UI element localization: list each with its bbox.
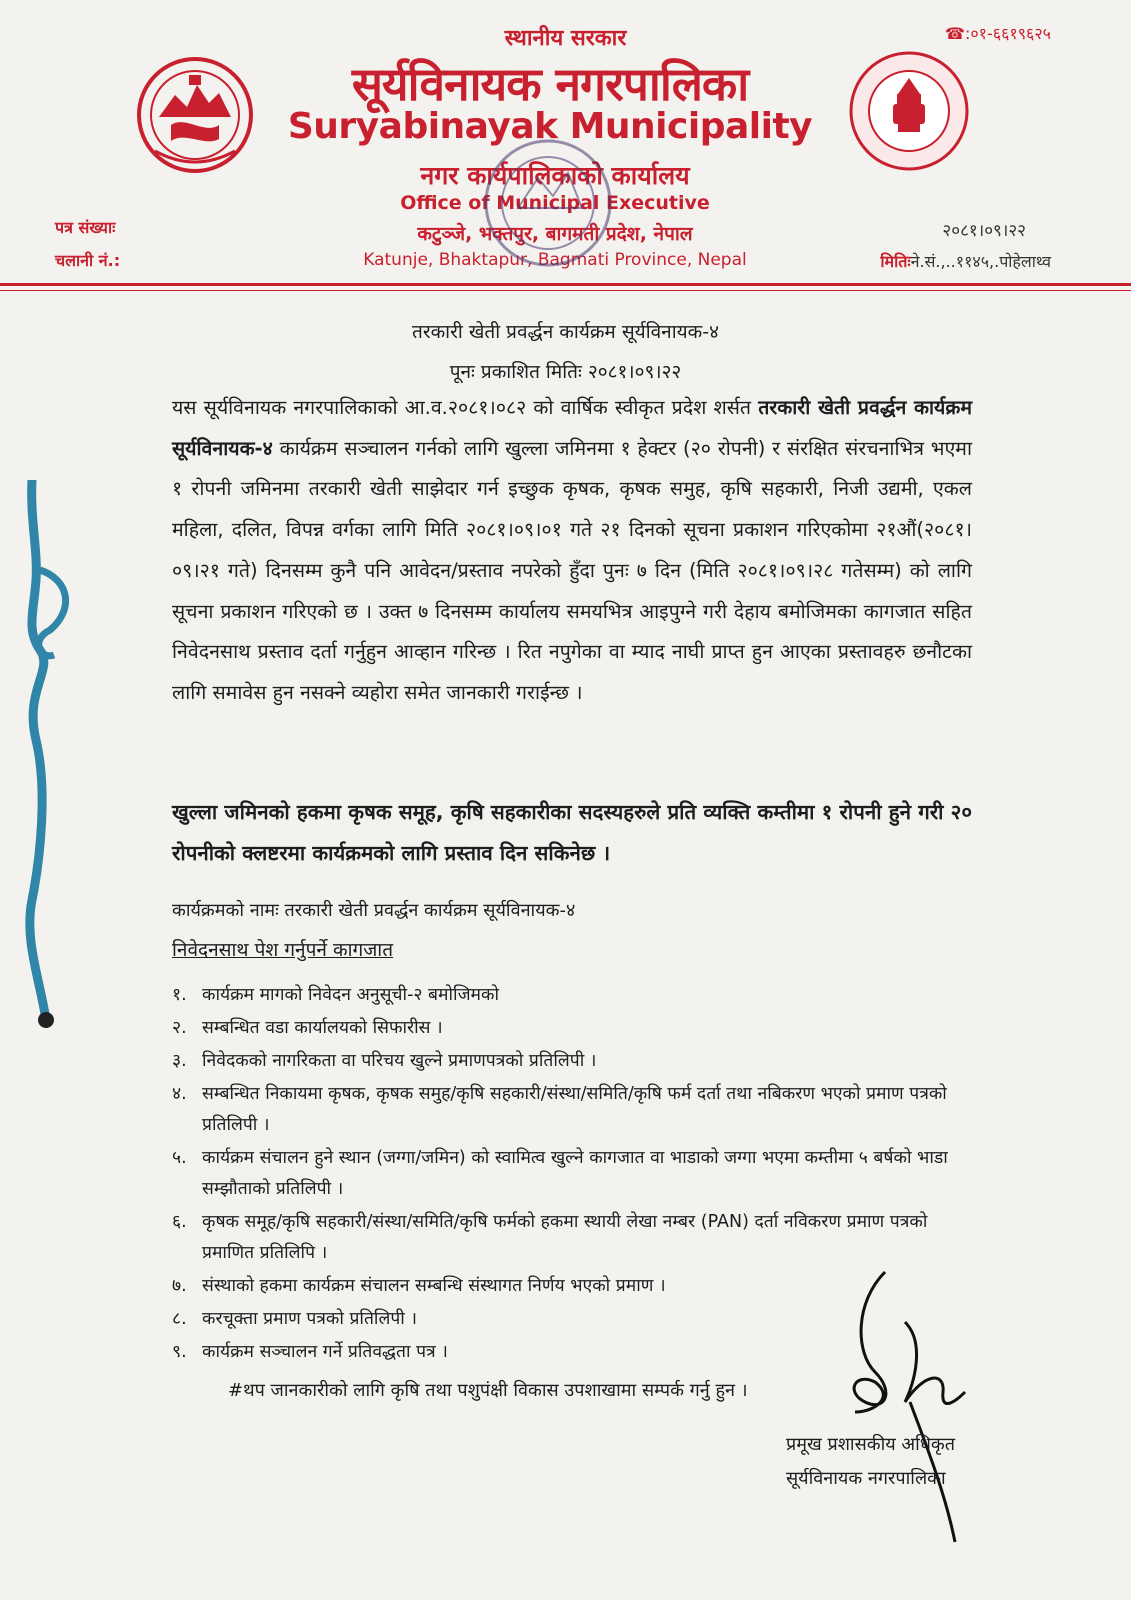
documents-heading: निवेदनसाथ पेश गर्नुपर्ने कागजात: [172, 939, 394, 961]
list-number: ३.: [172, 1051, 187, 1071]
date-label: मितिः: [880, 252, 911, 271]
bold-paragraph: खुल्ला जमिनको हकमा कृषक समूह, कृषि सहकारीका सदस्यहरुले प्रति व्यक्ति कम्तीमा १ रोपनी हुने गरी २० रोपनीको क्लष्टरमा कार्यक्रमको लागि प्रस्ताव दिन सकिनेछ ।: [172, 800, 972, 865]
list-item: [172, 1207, 982, 1269]
list-item: [172, 1046, 982, 1077]
address-nepali: कटुञ्जे, भक्तपुर, बागमती प्रदेश, नेपाल: [417, 223, 693, 245]
list-item: [172, 980, 982, 1011]
list-number: ८.: [172, 1309, 187, 1329]
nepal-samvat-value: ने.सं.,..११४५,.पोहेलाथ्व: [910, 252, 1051, 271]
phone-number: ☎:०१-६६१९६२५: [945, 24, 1051, 43]
office-name-english: Office of Municipal Executive: [400, 192, 710, 214]
paragraph-part-1: यस सूर्यविनायक नगरपालिकाको आ.व.२०८१।०८२ को वार्षिक स्वीकृत प्रदेश शर्सत: [172, 396, 759, 419]
list-text: कृषक समूह/कृषि सहकारी/संस्था/समिति/कृषि फर्मको हकमा स्थायी लेखा नम्बर (PAN) दर्ता नविकरण प्रमाण पत्रको प्रमाणित प्रतिलिपि ।: [202, 1212, 928, 1263]
list-text: सम्बन्धित निकायमा कृषक, कृषक समुह/कृषि सहकारी/संस्था/समिति/कृषि फर्म दर्ता तथा नबिकरण भएको प्रमाण पत्रको प्रतिलिपी ।: [202, 1084, 947, 1135]
list-item: [172, 1013, 982, 1044]
list-text: सम्बन्धित वडा कार्यालयको सिफारीस ।: [202, 1018, 443, 1038]
list-number: ६.: [172, 1212, 187, 1232]
program-name-bold: तरकारी खेती प्रवर्द्धन कार्यक्रम सूर्यविनायक-४: [172, 396, 972, 460]
signatory-title: प्रमूख प्रशासकीय अधिकृत: [786, 1434, 955, 1455]
municipality-name-english: Suryabinayak Municipality: [287, 106, 813, 147]
office-name-nepali: नगर कार्यपालिकाको कार्यालय: [420, 161, 690, 190]
list-text: कार्यक्रम सञ्चालन गर्ने प्रतिवद्धता पत्र ।: [202, 1342, 448, 1362]
municipality-seal-logo: [848, 50, 970, 172]
list-item: [172, 1079, 982, 1141]
list-number: १.: [172, 985, 187, 1005]
dispatch-number-label: चलानी नं.:: [55, 251, 121, 270]
list-number: २.: [172, 1018, 187, 1038]
notice-paragraph: [172, 388, 972, 714]
list-number: ७.: [172, 1276, 187, 1296]
letter-number-label: पत्र संख्याः: [55, 218, 116, 237]
address-english: Katunje, Bhaktapur, Bagmati Province, Nepal: [363, 250, 747, 270]
list-item: [172, 1143, 982, 1205]
date-nepal-samvat: [880, 250, 1051, 272]
header-rule-thin: [0, 290, 1131, 291]
republished-date: पूनः प्रकाशित मितिः २०८१।०९।२२: [449, 361, 682, 383]
contact-note: #थप जानकारीको लागि कृषि तथा पशुपंक्षी विकास उपशाखामा सम्पर्क गर्नु हुन ।: [228, 1380, 748, 1401]
signatory-office: सूर्यविनायक नगरपालिका: [786, 1468, 946, 1489]
list-text: निवेदकको नागरिकता वा परिचय खुल्ने प्रमाणपत्रको प्रतिलिपी ।: [202, 1051, 597, 1071]
list-number: ९.: [172, 1342, 187, 1362]
municipality-name-nepali: सूर्यविनायक नगरपालिका: [351, 57, 749, 111]
list-text: कार्यक्रम संचालन हुने स्थान (जग्गा/जमिन) को स्वामित्व खुल्ने कागजात वा भाडाको जग्गा भएमा कम्तीमा ५ बर्षको भाडा सम्झौताको प्रतिलिपी ।: [202, 1148, 948, 1199]
handwritten-signature: [815, 1262, 985, 1552]
program-name: कार्यक्रमको नामः तरकारी खेती प्रवर्द्धन कार्यक्रम सूर्यविनायक-४: [172, 900, 576, 921]
office-stamp: [478, 128, 618, 278]
header-rule-thick: [0, 283, 1131, 286]
list-text: कार्यक्रम मागको निवेदन अनुसूची-२ बमोजिमको: [202, 985, 499, 1005]
list-text: करचूक्ता प्रमाण पत्रको प्रतिलिपी ।: [202, 1309, 417, 1329]
binding-string: [10, 480, 80, 1040]
list-number: ५.: [172, 1148, 187, 1168]
local-government-label: स्थानीय सरकार: [504, 26, 627, 51]
letter-date: २०८१।०९।२२: [942, 221, 1026, 241]
list-number: ४.: [172, 1084, 187, 1104]
paragraph-part-2: कार्यक्रम सञ्चालन गर्नको लागि खुल्ला जमिनमा १ हेक्टर (२० रोपनी) र संरक्षित संरचनाभित्र भएमा १ रोपनी जमिनमा तरकारी खेती साझेदार गर्न इच्छुक कृषक, कृषक समुह, कृषि सहकारी, निजी उद्यमी, एकल महिला, दलित, विपन्न वर्गका लागि मिति २०८१।०९।०१ गते २१ दिनको सूचना प्रकाशन गरिएकोमा २१औं(२०८१।०९।२१ गते) दिनसम्म कुनै पनि आवेदन/प्रस्ताव नपरेको हुँदा पुनः ७ दिन (मिति २०८१।०९।२८ गतेसम्म) को लागि सूचना प्रकाशन गरिएको छ । उक्त ७ दिनसम्म कार्यालय समयभित्र आइपुग्ने गरी देहाय बमोजिमका कागजात सहित निवेदनसाथ प्रस्ताव दर्ता गर्नुहुन आव्हान गरिन्छ । रित नपुगेका वा म्याद नाघी प्राप्त हुन आएका प्रस्तावहरु छनौटका लागि समावेस हुन नसक्ने व्यहोरा समेत जानकारी गराईन्छ ।: [172, 436, 972, 704]
list-text: संस्थाको हकमा कार्यक्रम संचालन सम्बन्धि संस्थागत निर्णय भएको प्रमाण ।: [202, 1276, 666, 1296]
nepal-emblem-logo: [135, 55, 255, 175]
notice-title: तरकारी खेती प्रवर्द्धन कार्यक्रम सूर्यविनायक-४: [411, 321, 719, 343]
